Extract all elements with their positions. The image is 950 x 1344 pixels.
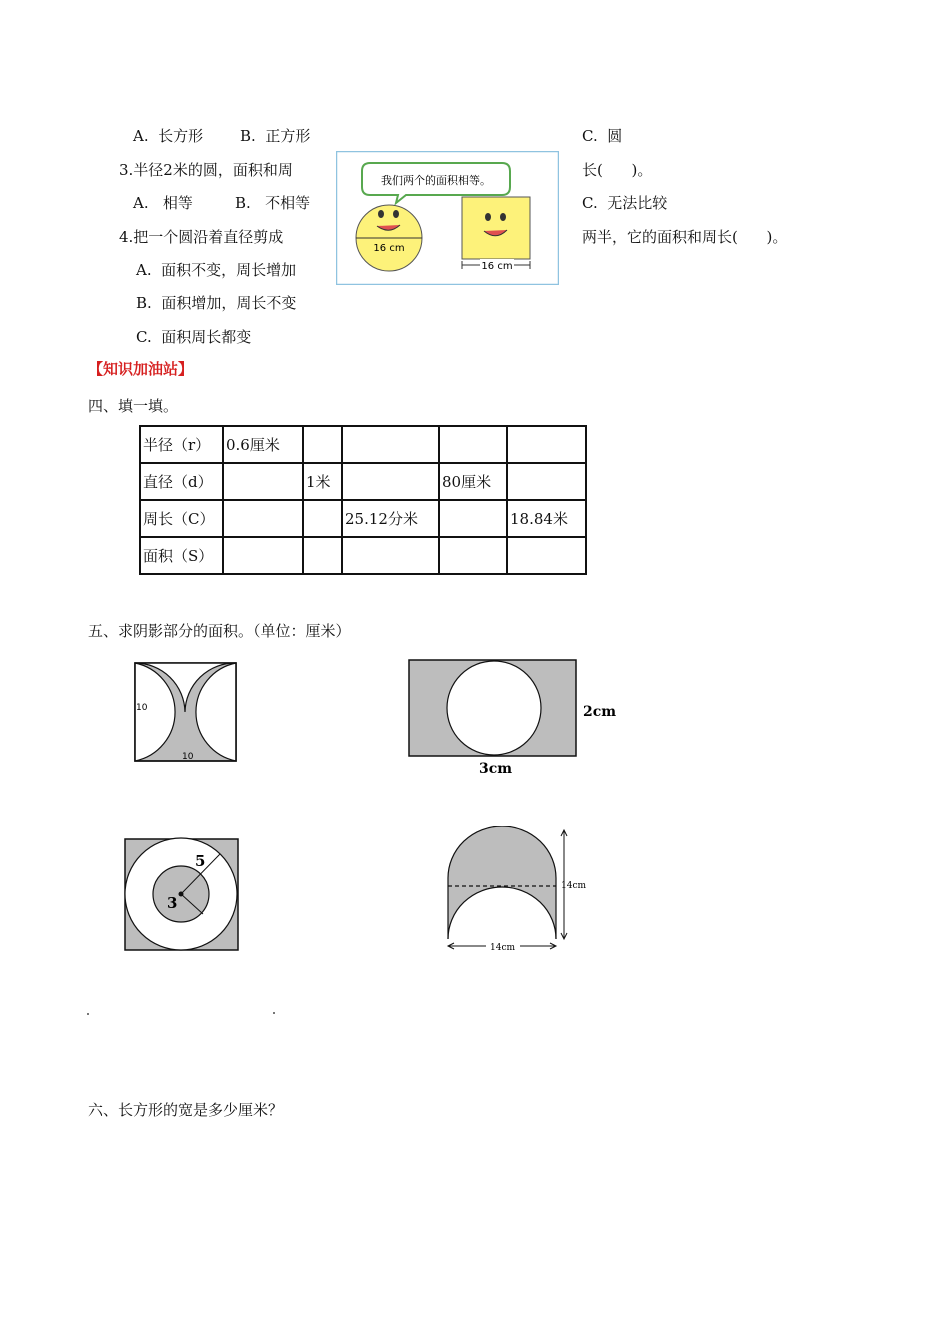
- table-cell[interactable]: [507, 463, 586, 500]
- shaded-figure-3: [122, 836, 242, 954]
- q3-option-c: C. 无法比较: [582, 194, 668, 212]
- table-cell: 1米: [303, 463, 342, 500]
- q-option-c: C. 圆: [582, 127, 623, 145]
- table-cell: 0.6厘米: [223, 426, 303, 463]
- stray-mark: [87, 1013, 89, 1015]
- fig1-bottom-label: 10: [182, 752, 194, 762]
- fig1-left-label: 10: [136, 703, 148, 713]
- fig2-right-label: 2cm: [583, 704, 617, 720]
- shaded-figure-1: [126, 660, 242, 766]
- section6-title: 六、长方形的宽是多少厘米？: [88, 1101, 284, 1119]
- shaded-figure-2: [405, 656, 620, 778]
- speech-text: 我们两个的面积相等。: [381, 174, 491, 187]
- table-cell[interactable]: [439, 537, 507, 574]
- table-row-diameter: [140, 463, 586, 500]
- circle-square-illustration: [336, 151, 559, 285]
- q-option-a: A. 长方形: [133, 127, 204, 145]
- section4-title: 四、填一填。: [88, 397, 179, 415]
- table-cell: 面积（S）: [140, 537, 223, 574]
- q3-option-a: A. 相等: [133, 194, 193, 212]
- table-cell[interactable]: [507, 537, 586, 574]
- table-cell: 25.12分米: [342, 500, 439, 537]
- circle-diameter-label: 16 cm: [373, 243, 405, 254]
- fig4-bottom-label: 14cm: [490, 943, 516, 953]
- table-cell[interactable]: [223, 500, 303, 537]
- fill-in-table: [139, 425, 587, 575]
- table-cell: 周长（C）: [140, 500, 223, 537]
- table-cell[interactable]: [342, 463, 439, 500]
- q4-option-c: C. 面积周长都变: [136, 328, 252, 346]
- table-cell[interactable]: [303, 426, 342, 463]
- table-cell: 80厘米: [439, 463, 507, 500]
- table-row-area: [140, 537, 586, 574]
- q3-option-b: B. 不相等: [235, 194, 311, 212]
- q4-stem-left: 4.把一个圆沿着直径剪成: [119, 228, 284, 246]
- table-cell[interactable]: [342, 426, 439, 463]
- fig2-bottom-label: 3cm: [479, 761, 513, 777]
- table-cell[interactable]: [439, 426, 507, 463]
- fig3-inner-label: 3: [167, 894, 178, 912]
- fig4-right-label: 14cm: [561, 881, 587, 891]
- fig3-outer-label: 5: [195, 852, 206, 870]
- table-row-radius: [140, 426, 586, 463]
- stray-mark: [273, 1012, 275, 1014]
- q4-option-a: A. 面积不变，周长增加: [136, 261, 297, 279]
- q3-stem-right: 长( )。: [582, 161, 653, 179]
- table-cell[interactable]: [507, 426, 586, 463]
- section-tag: 【知识加油站】: [88, 360, 194, 378]
- q4-option-b: B. 面积增加，周长不变: [136, 294, 297, 312]
- section5-title: 五、求阴影部分的面积。（单位：厘米）: [88, 622, 351, 640]
- table-cell[interactable]: [223, 463, 303, 500]
- table-cell: 直径（d）: [140, 463, 223, 500]
- table-cell[interactable]: [303, 500, 342, 537]
- table-cell[interactable]: [342, 537, 439, 574]
- q3-stem-left: 3.半径2米的圆，面积和周: [119, 161, 293, 179]
- q4-stem-right: 两半，它的面积和周长( )。: [582, 228, 788, 246]
- table-cell[interactable]: [439, 500, 507, 537]
- square-side-label: 16 cm: [481, 261, 513, 272]
- table-cell: 半径（r）: [140, 426, 223, 463]
- shaded-figure-4: [442, 826, 592, 954]
- table-row-circumference: [140, 500, 586, 537]
- table-cell: 18.84米: [507, 500, 586, 537]
- q-option-b: B. 正方形: [240, 127, 311, 145]
- table-cell[interactable]: [303, 537, 342, 574]
- table-cell[interactable]: [223, 537, 303, 574]
